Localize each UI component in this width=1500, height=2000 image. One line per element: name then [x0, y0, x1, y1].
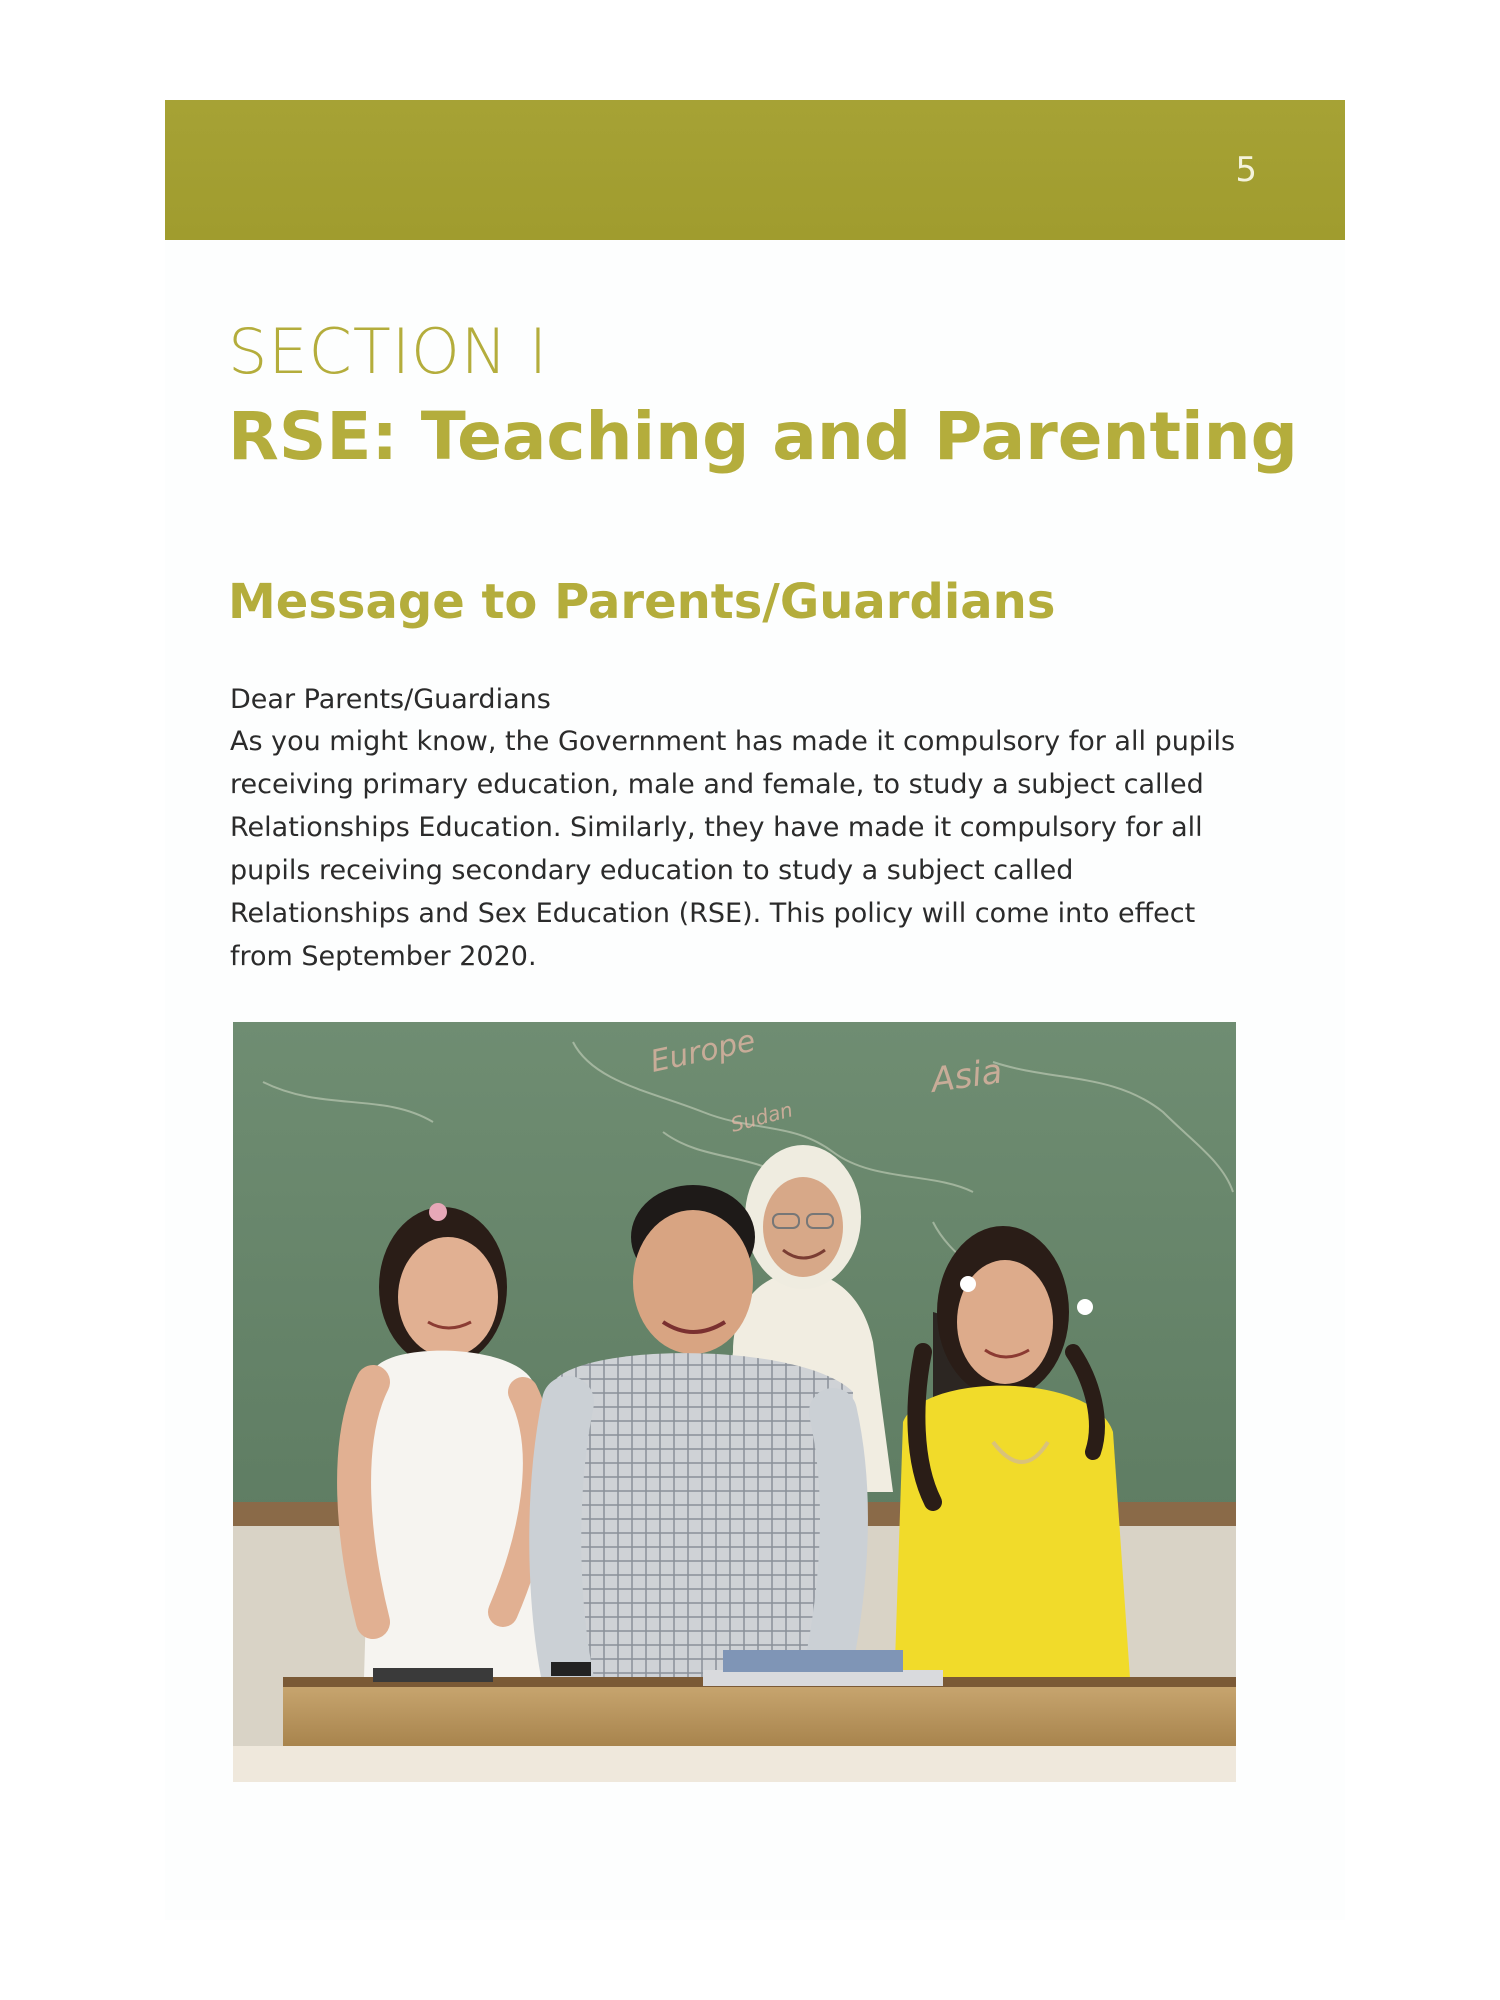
message-heading: Message to Parents/Guardians	[228, 574, 1056, 630]
section-label: SECTION I	[228, 315, 549, 388]
section-title: RSE: Teaching and Parenting	[228, 398, 1298, 475]
chalk-word-sudan: Sudan	[728, 1097, 796, 1137]
salutation: Dear Parents/Guardians	[230, 684, 551, 715]
classroom-photo	[233, 1022, 1236, 1782]
body-paragraph: As you might know, the Government has made it compulsory for all pupils receiving primary education, male and female, to study a subject called Relationships Education. Similarly, they have made it compulsory for all pupils receiving secondary education to study a subject called Relationships and Sex Education (RSE). This policy will come into effect from September 2020.	[230, 726, 1236, 972]
chalk-word-asia: Asia	[928, 1051, 1005, 1101]
desk	[283, 1682, 1236, 1746]
header-band	[165, 100, 1345, 240]
page-number: 5	[1235, 150, 1257, 190]
chalk-word-europe: Europe	[647, 1023, 759, 1080]
